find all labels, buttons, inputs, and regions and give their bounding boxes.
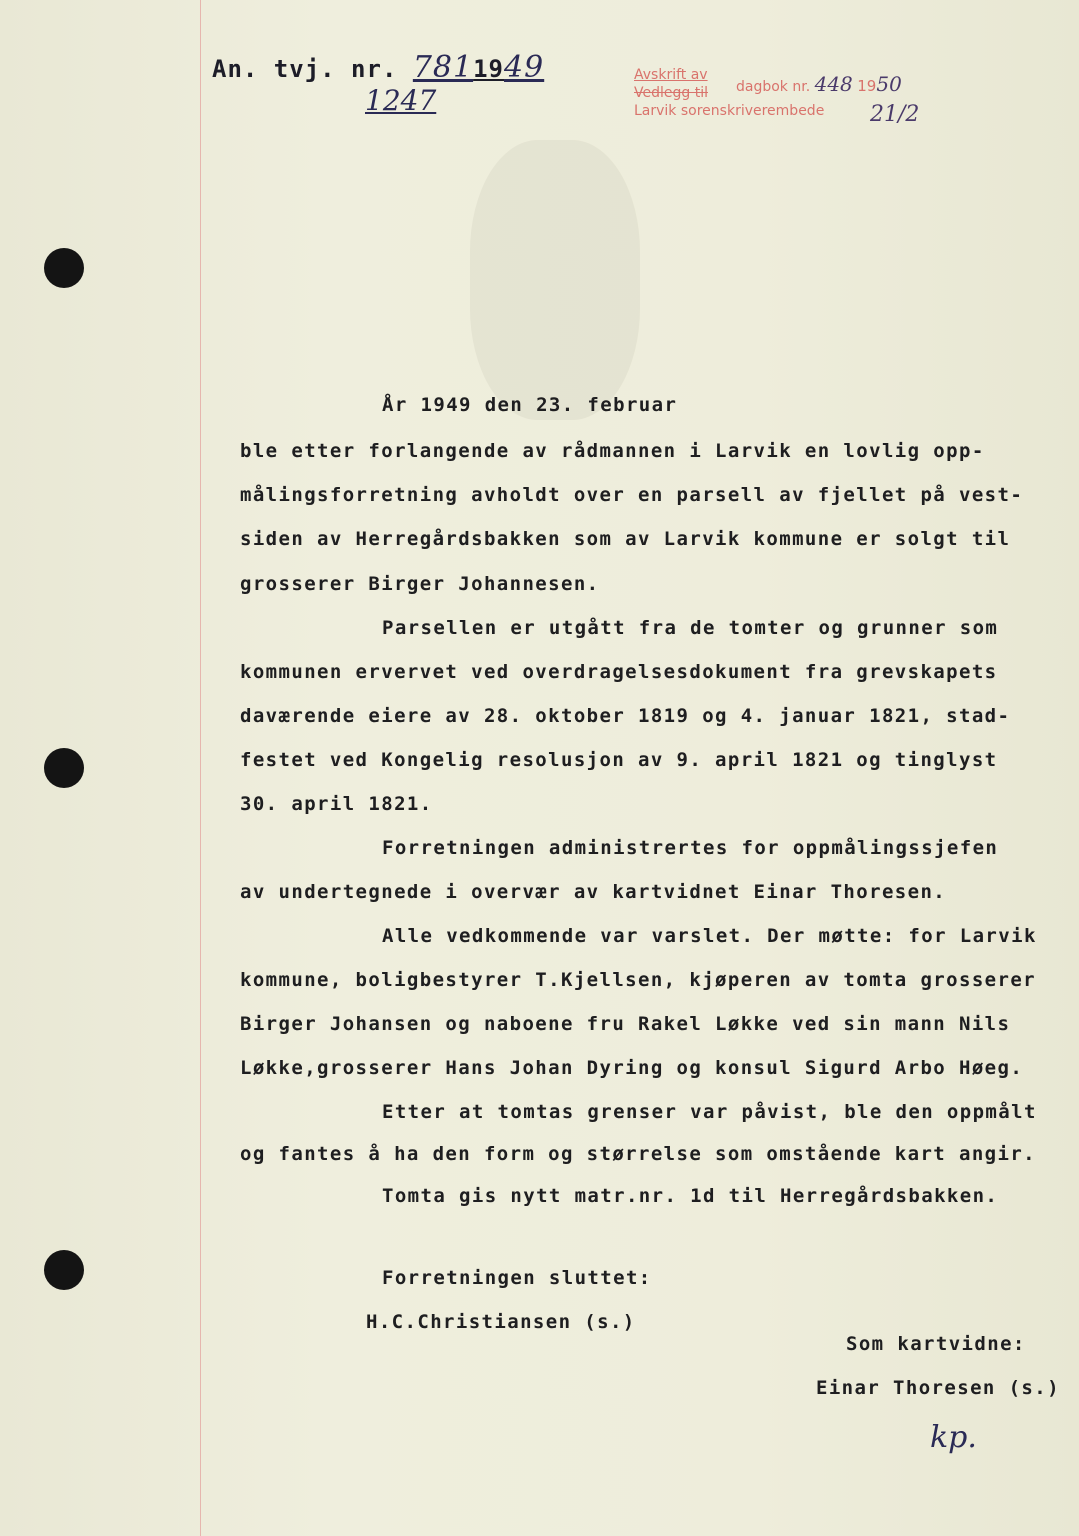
record-number-handwritten: 781 [412, 50, 474, 85]
punch-hole-middle [44, 748, 84, 788]
body-line: År 1949 den 23. februar [382, 394, 678, 416]
stamp-line-1: Avskrift av [634, 67, 708, 83]
body-line: festet ved Kongelig resolusjon av 9. april 1821 og tinglyst [240, 749, 998, 771]
dagbok-label: dagbok nr. [736, 79, 811, 95]
closing-signer: H.C.Christiansen (s.) [366, 1311, 636, 1333]
body-line: ble etter forlangende av rådmannen i Larvik en lovlig opp- [240, 440, 985, 462]
body-line: kommune, boligbestyrer T.Kjellsen, kjøperen av tomta grosserer [240, 969, 1037, 991]
body-line: målingsforretning avholdt over en parsell av fjellet på vest- [240, 484, 1024, 506]
stamp-dagbok [736, 72, 902, 96]
witness-name: Einar Thoresen (s.) [816, 1377, 1060, 1399]
second-number: 1247 [365, 84, 437, 117]
punch-hole-top [44, 248, 84, 288]
body-line: Løkke,grosserer Hans Johan Dyring og konsul Sigurd Arbo Høeg. [240, 1057, 1024, 1079]
court-stamp [634, 66, 920, 127]
stamp-year-suffix: 50 [876, 72, 902, 96]
margin-line [200, 0, 201, 1536]
record-year-prefix: 19 [473, 55, 505, 83]
record-prefix: An. tvj. nr. [212, 55, 398, 83]
body-line: Forretningen administrertes for oppmålingssjefen [382, 837, 999, 859]
stamp-date: 21/2 [870, 102, 920, 127]
body-line: daværende eiere av 28. oktober 1819 og 4. januar 1821, stad- [240, 705, 1011, 727]
body-line: Alle vedkommende var varslet. Der møtte: for Larvik [382, 925, 1037, 947]
body-line: 30. april 1821. [240, 793, 433, 815]
watermark [470, 140, 640, 420]
body-line: siden av Herregårdsbakken som av Larvik kommune er solgt til [240, 528, 1011, 550]
body-line: kommunen ervervet ved overdragelsesdokument fra grevskapets [240, 661, 998, 683]
stamp-year-prefix: 19 [857, 77, 877, 95]
body-line: grosserer Birger Johannesen. [240, 573, 600, 595]
body-line: av undertegnede i overvær av kartvidnet Einar Thoresen. [240, 881, 947, 903]
closing-ended: Forretningen sluttet: [382, 1267, 652, 1289]
handwritten-initials: kp. [930, 1420, 977, 1455]
witness-label: Som kartvidne: [846, 1333, 1026, 1355]
stamp-line-2: Vedlegg til [634, 85, 708, 101]
body-line: Birger Johansen og naboene fru Rakel Løkke ved sin mann Nils [240, 1013, 1011, 1035]
punch-hole-bottom [44, 1250, 84, 1290]
body-line: Tomta gis nytt matr.nr. 1d til Herregårdsbakken. [382, 1185, 999, 1207]
body-line: og fantes å ha den form og størrelse som omstående kart angir. [240, 1143, 1037, 1165]
record-year-handwritten: 49 [504, 50, 545, 85]
dagbok-number: 448 [814, 72, 853, 96]
record-number [212, 50, 544, 85]
stamp-line-3: Larvik sorenskriverembede [634, 103, 825, 119]
body-line: Etter at tomtas grenser var påvist, ble den oppmålt [382, 1101, 1037, 1123]
body-line: Parsellen er utgått fra de tomter og grunner som [382, 617, 999, 639]
